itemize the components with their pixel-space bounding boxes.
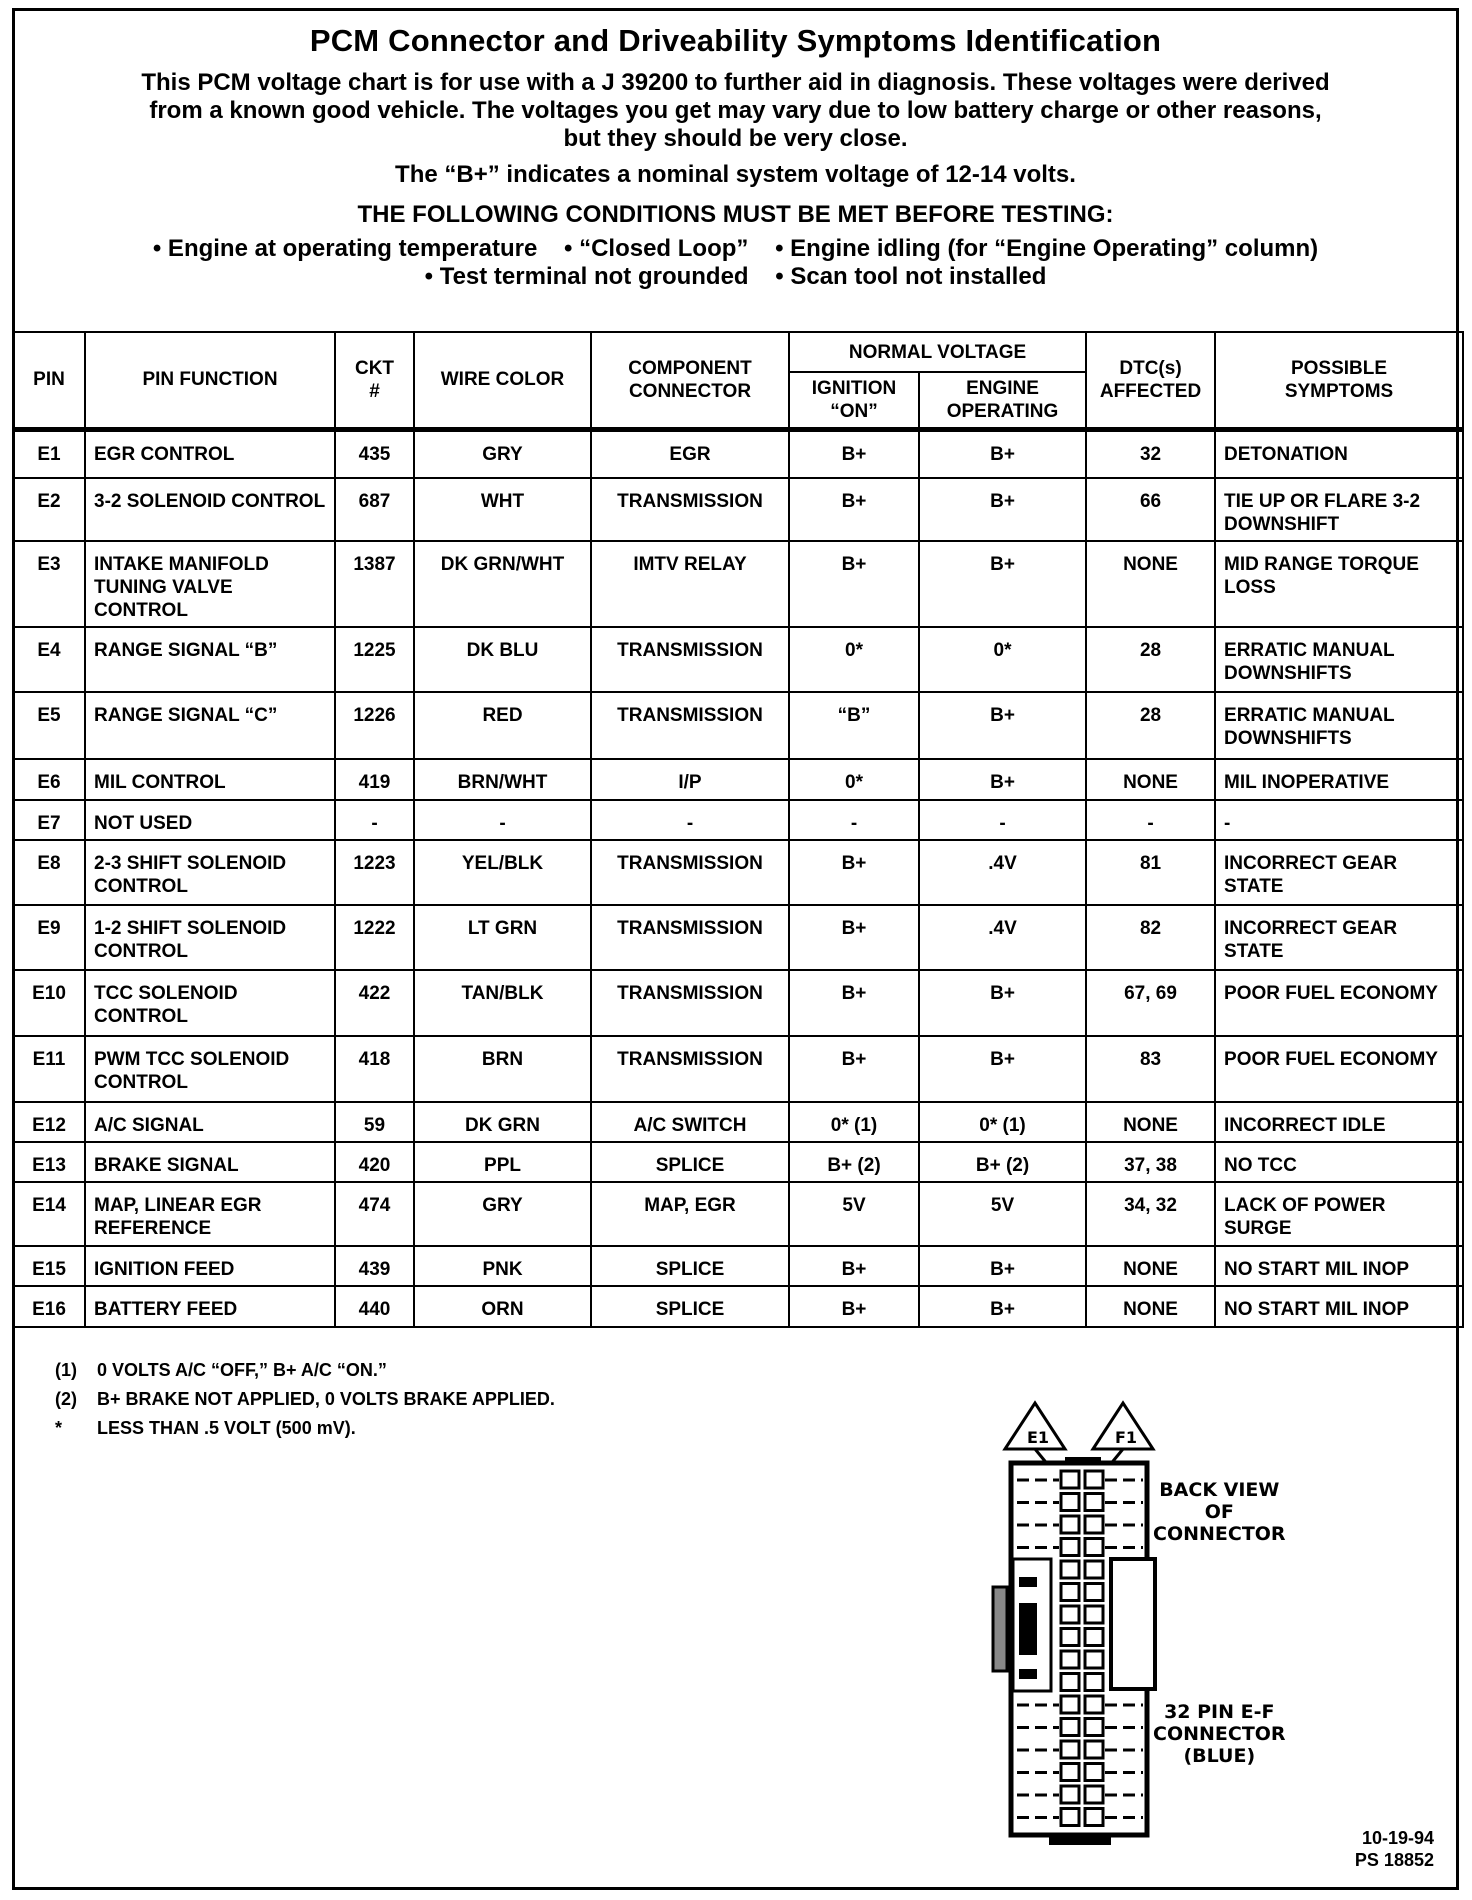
symptoms-cell: DETONATION	[1215, 429, 1463, 478]
svg-text:F1: F1	[1115, 1428, 1138, 1447]
engine-operating-cell: -	[919, 800, 1086, 840]
dtc-cell: NONE	[1086, 759, 1215, 800]
component-cell: TRANSMISSION	[591, 905, 789, 970]
dtc-cell: 32	[1086, 429, 1215, 478]
ckt-cell: 59	[335, 1102, 414, 1142]
component-cell: TRANSMISSION	[591, 478, 789, 541]
engine-operating-cell: B+	[919, 759, 1086, 800]
pin-cell: E3	[13, 541, 85, 627]
pin-function-cell: 2-3 SHIFT SOLENOID CONTROL	[85, 840, 335, 905]
footnote: (1) 0 VOLTS A/C “OFF,” B+ A/C “ON.”	[55, 1360, 387, 1380]
pin-function-cell: A/C SIGNAL	[85, 1102, 335, 1142]
table-row	[13, 627, 1463, 692]
engine-operating-cell: 0* (1)	[919, 1102, 1086, 1142]
dtc-cell: NONE	[1086, 541, 1215, 627]
connector-label-bottom: 32 PIN E-F CONNECTOR (BLUE)	[1153, 1701, 1286, 1767]
symptoms-cell: INCORRECT IDLE	[1215, 1102, 1463, 1142]
pin-function-cell: IGNITION FEED	[85, 1246, 335, 1286]
pin-cell: E14	[13, 1182, 85, 1246]
ignition-on-cell: B+ (2)	[789, 1142, 919, 1182]
pin-function-cell: 1-2 SHIFT SOLENOID CONTROL	[85, 905, 335, 970]
engine-operating-cell: .4V	[919, 905, 1086, 970]
ckt-cell: 1387	[335, 541, 414, 627]
component-cell: -	[591, 800, 789, 840]
condition-item: • Engine at operating temperature	[152, 235, 538, 262]
engine-operating-cell: B+	[919, 1286, 1086, 1327]
ignition-on-cell: 0* (1)	[789, 1102, 919, 1142]
table-row	[13, 692, 1463, 759]
table-row	[13, 478, 1463, 541]
wire-color-cell: PNK	[414, 1246, 591, 1286]
pin-function-cell: TCC SOLENOID CONTROL	[85, 970, 335, 1036]
condition-item: • Test terminal not grounded	[424, 263, 749, 290]
ignition-on-cell: B+	[789, 905, 919, 970]
ignition-on-cell: B+	[789, 478, 919, 541]
col-header-dtc: DTC(s) AFFECTED	[1086, 332, 1215, 429]
stamp-date: 10-19-94	[1361, 1828, 1434, 1848]
pin-cell: E10	[13, 970, 85, 1036]
engine-operating-cell: B+	[919, 478, 1086, 541]
wire-color-cell: TAN/BLK	[414, 970, 591, 1036]
conditions-heading: THE FOLLOWING CONDITIONS MUST BE MET BEFORE TESTING:	[357, 201, 1114, 228]
ckt-cell: 420	[335, 1142, 414, 1182]
table-row	[13, 840, 1463, 905]
intro-text	[29, 69, 1442, 153]
dtc-cell: 34, 32	[1086, 1182, 1215, 1246]
table-row	[13, 759, 1463, 800]
col-header-engine-operating: ENGINE OPERATING	[919, 372, 1086, 429]
pin-cell: E13	[13, 1142, 85, 1182]
intro-line: but they should be very close.	[563, 125, 908, 152]
component-cell: TRANSMISSION	[591, 627, 789, 692]
col-header-symptoms: POSSIBLE SYMPTOMS	[1215, 332, 1463, 429]
ignition-on-cell: 5V	[789, 1182, 919, 1246]
engine-operating-cell: B+	[919, 429, 1086, 478]
wire-color-cell: BRN/WHT	[414, 759, 591, 800]
pin-function-cell: BATTERY FEED	[85, 1286, 335, 1327]
pin-cell: E7	[13, 800, 85, 840]
intro-line: This PCM voltage chart is for use with a J 39200 to further aid in diagnosis. These voltages were derived	[141, 69, 1330, 96]
table-row	[13, 1142, 1463, 1182]
pin-function-cell: EGR CONTROL	[85, 429, 335, 478]
component-cell: SPLICE	[591, 1286, 789, 1327]
condition-item: • Scan tool not installed	[775, 263, 1047, 290]
pin-cell: E12	[13, 1102, 85, 1142]
pin-cell: E5	[13, 692, 85, 759]
pin-cell: E15	[13, 1246, 85, 1286]
ckt-cell: 440	[335, 1286, 414, 1327]
table-row	[13, 1102, 1463, 1142]
ignition-on-cell: B+	[789, 840, 919, 905]
connector-back-view-icon	[975, 1391, 1275, 1861]
condition-item: • Engine idling (for “Engine Operating” column)	[775, 235, 1319, 262]
table-row	[13, 429, 1463, 478]
ignition-on-cell: B+	[789, 429, 919, 478]
symptoms-cell: NO START MIL INOP	[1215, 1246, 1463, 1286]
ignition-on-cell: 0*	[789, 759, 919, 800]
symptoms-cell: POOR FUEL ECONOMY	[1215, 970, 1463, 1036]
table-body	[13, 429, 1463, 1327]
pin-function-cell: INTAKE MANIFOLD TUNING VALVE CONTROL	[85, 541, 335, 627]
pin-table	[12, 331, 1464, 1328]
wire-color-cell: DK GRN/WHT	[414, 541, 591, 627]
dtc-cell: 67, 69	[1086, 970, 1215, 1036]
component-cell: EGR	[591, 429, 789, 478]
table-row	[13, 1246, 1463, 1286]
pin-function-cell: 3-2 SOLENOID CONTROL	[85, 478, 335, 541]
pin-cell: E6	[13, 759, 85, 800]
dtc-cell: 28	[1086, 627, 1215, 692]
dtc-cell: 81	[1086, 840, 1215, 905]
ckt-cell: 1226	[335, 692, 414, 759]
dtc-cell: 82	[1086, 905, 1215, 970]
component-cell: TRANSMISSION	[591, 970, 789, 1036]
document-stamp	[1355, 1827, 1434, 1871]
pin-function-cell: NOT USED	[85, 800, 335, 840]
table-row	[13, 905, 1463, 970]
wire-color-cell: DK BLU	[414, 627, 591, 692]
engine-operating-cell: B+	[919, 692, 1086, 759]
svg-text:E1: E1	[1027, 1428, 1050, 1447]
symptoms-cell: ERRATIC MANUAL DOWNSHIFTS	[1215, 627, 1463, 692]
pin-cell: E1	[13, 429, 85, 478]
symptoms-cell: INCORRECT GEAR STATE	[1215, 905, 1463, 970]
condition-item: • “Closed Loop”	[564, 235, 749, 262]
footnote: * LESS THAN .5 VOLT (500 mV).	[55, 1418, 356, 1438]
ckt-cell: 687	[335, 478, 414, 541]
dtc-cell: 66	[1086, 478, 1215, 541]
wire-color-cell: GRY	[414, 1182, 591, 1246]
dtc-cell: NONE	[1086, 1246, 1215, 1286]
col-header-ckt: CKT #	[335, 332, 414, 429]
intro-line: from a known good vehicle. The voltages you get may vary due to low battery charge or other reasons,	[149, 97, 1322, 124]
engine-operating-cell: .4V	[919, 840, 1086, 905]
symptoms-cell: -	[1215, 800, 1463, 840]
pin-cell: E16	[13, 1286, 85, 1327]
col-header-pin-function: PIN FUNCTION	[85, 332, 335, 429]
symptoms-cell: TIE UP OR FLARE 3-2 DOWNSHIFT	[1215, 478, 1463, 541]
component-cell: MAP, EGR	[591, 1182, 789, 1246]
footnotes	[55, 1356, 555, 1443]
ckt-cell: 419	[335, 759, 414, 800]
ignition-on-cell: “B”	[789, 692, 919, 759]
engine-operating-cell: B+ (2)	[919, 1142, 1086, 1182]
ckt-cell: 435	[335, 429, 414, 478]
dtc-cell: 83	[1086, 1036, 1215, 1102]
symptoms-cell: MID RANGE TORQUE LOSS	[1215, 541, 1463, 627]
table-row	[13, 970, 1463, 1036]
dtc-cell: NONE	[1086, 1102, 1215, 1142]
ignition-on-cell: B+	[789, 970, 919, 1036]
pin-function-cell: MIL CONTROL	[85, 759, 335, 800]
ckt-cell: 1223	[335, 840, 414, 905]
ckt-cell: -	[335, 800, 414, 840]
symptoms-cell: INCORRECT GEAR STATE	[1215, 840, 1463, 905]
wire-color-cell: BRN	[414, 1036, 591, 1102]
engine-operating-cell: B+	[919, 1036, 1086, 1102]
stamp-ps-number: PS 18852	[1354, 1850, 1434, 1870]
wire-color-cell: LT GRN	[414, 905, 591, 970]
wire-color-cell: RED	[414, 692, 591, 759]
pin-cell: E8	[13, 840, 85, 905]
col-header-component: COMPONENT CONNECTOR	[591, 332, 789, 429]
table-row	[13, 1182, 1463, 1246]
symptoms-cell: NO TCC	[1215, 1142, 1463, 1182]
component-cell: TRANSMISSION	[591, 840, 789, 905]
wire-color-cell: ORN	[414, 1286, 591, 1327]
ignition-on-cell: B+	[789, 1036, 919, 1102]
ckt-cell: 1222	[335, 905, 414, 970]
dtc-cell: 28	[1086, 692, 1215, 759]
component-cell: IMTV RELAY	[591, 541, 789, 627]
component-cell: A/C SWITCH	[591, 1102, 789, 1142]
symptoms-cell: POOR FUEL ECONOMY	[1215, 1036, 1463, 1102]
dtc-cell: NONE	[1086, 1286, 1215, 1327]
conditions-list	[15, 235, 1456, 291]
ckt-cell: 439	[335, 1246, 414, 1286]
wire-color-cell: -	[414, 800, 591, 840]
symptoms-cell: LACK OF POWER SURGE	[1215, 1182, 1463, 1246]
col-header-normal-voltage: NORMAL VOLTAGE	[789, 332, 1086, 372]
connector-diagram	[975, 1391, 1286, 1861]
symptoms-cell: MIL INOPERATIVE	[1215, 759, 1463, 800]
table-row	[13, 541, 1463, 627]
component-cell: SPLICE	[591, 1142, 789, 1182]
component-cell: TRANSMISSION	[591, 1036, 789, 1102]
wire-color-cell: WHT	[414, 478, 591, 541]
symptoms-cell: ERRATIC MANUAL DOWNSHIFTS	[1215, 692, 1463, 759]
ignition-on-cell: B+	[789, 541, 919, 627]
pin-function-cell: BRAKE SIGNAL	[85, 1142, 335, 1182]
wire-color-cell: YEL/BLK	[414, 840, 591, 905]
connector-label-top: BACK VIEW OF CONNECTOR	[1153, 1479, 1286, 1545]
document-page	[12, 8, 1459, 1890]
wire-color-cell: PPL	[414, 1142, 591, 1182]
pin-function-cell: RANGE SIGNAL “B”	[85, 627, 335, 692]
bplus-note: The “B+” indicates a nominal system voltage of 12-14 volts.	[395, 161, 1076, 188]
ignition-on-cell: 0*	[789, 627, 919, 692]
pin-function-cell: PWM TCC SOLENOID CONTROL	[85, 1036, 335, 1102]
engine-operating-cell: B+	[919, 541, 1086, 627]
page-title: PCM Connector and Driveability Symptoms Identification	[309, 23, 1162, 58]
pin-cell: E2	[13, 478, 85, 541]
wire-color-cell: DK GRN	[414, 1102, 591, 1142]
component-cell: SPLICE	[591, 1246, 789, 1286]
dtc-cell: 37, 38	[1086, 1142, 1215, 1182]
table-row	[13, 1286, 1463, 1327]
col-header-wire-color: WIRE COLOR	[414, 332, 591, 429]
ckt-cell: 422	[335, 970, 414, 1036]
ckt-cell: 1225	[335, 627, 414, 692]
document-header	[15, 11, 1456, 333]
pin-cell: E9	[13, 905, 85, 970]
table-row	[13, 1036, 1463, 1102]
pin-cell: E11	[13, 1036, 85, 1102]
footnote: (2) B+ BRAKE NOT APPLIED, 0 VOLTS BRAKE APPLIED.	[55, 1389, 555, 1409]
engine-operating-cell: 0*	[919, 627, 1086, 692]
col-header-pin: PIN	[13, 332, 85, 429]
ignition-on-cell: B+	[789, 1246, 919, 1286]
engine-operating-cell: B+	[919, 970, 1086, 1036]
dtc-cell: -	[1086, 800, 1215, 840]
ignition-on-cell: -	[789, 800, 919, 840]
ignition-on-cell: B+	[789, 1286, 919, 1327]
col-header-ignition-on: IGNITION “ON”	[789, 372, 919, 429]
wire-color-cell: GRY	[414, 429, 591, 478]
engine-operating-cell: B+	[919, 1246, 1086, 1286]
pin-cell: E4	[13, 627, 85, 692]
ckt-cell: 474	[335, 1182, 414, 1246]
pin-function-cell: MAP, LINEAR EGR REFERENCE	[85, 1182, 335, 1246]
pin-function-cell: RANGE SIGNAL “C”	[85, 692, 335, 759]
ckt-cell: 418	[335, 1036, 414, 1102]
symptoms-cell: NO START MIL INOP	[1215, 1286, 1463, 1327]
table-row	[13, 800, 1463, 840]
component-cell: TRANSMISSION	[591, 692, 789, 759]
component-cell: I/P	[591, 759, 789, 800]
engine-operating-cell: 5V	[919, 1182, 1086, 1246]
